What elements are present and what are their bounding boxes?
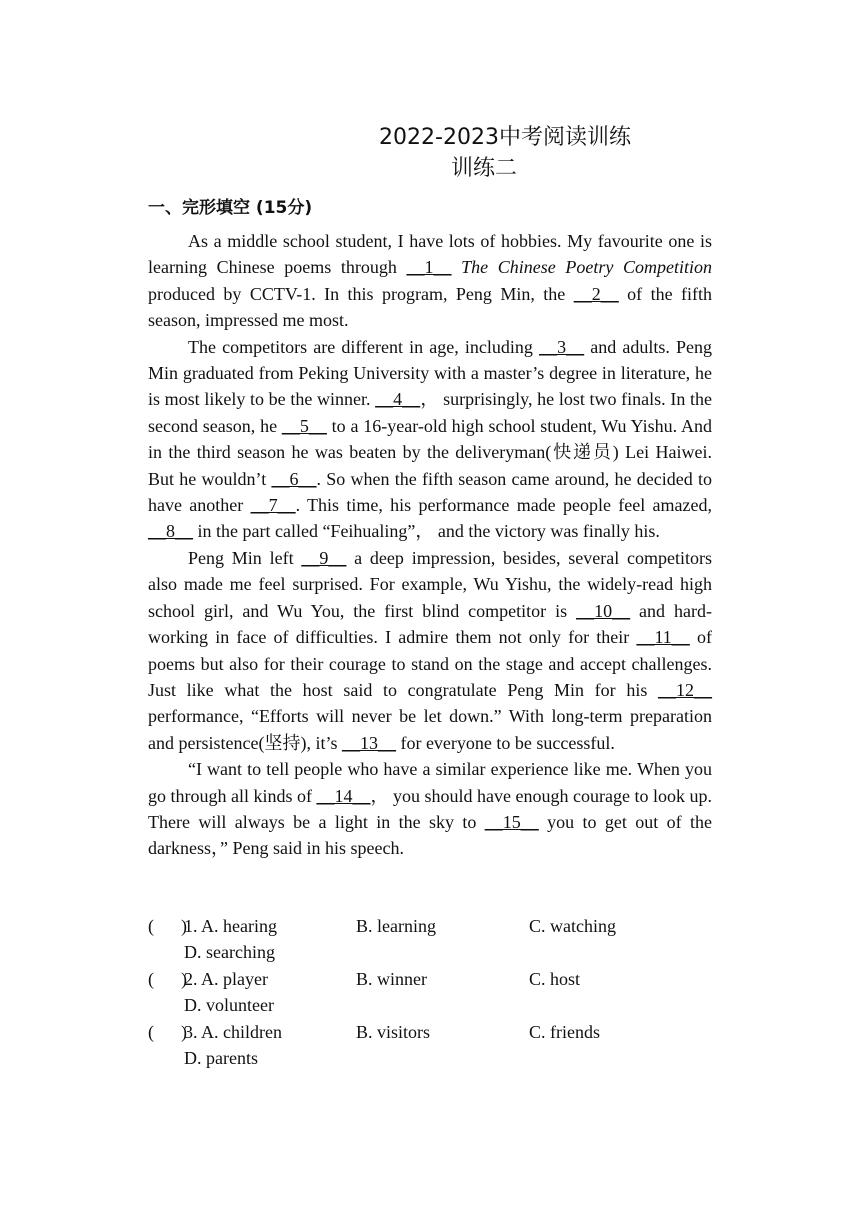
document-subtitle: 训练二 (450, 156, 517, 181)
blank-2: __2__ (573, 283, 619, 304)
blank-4: __4__ (375, 389, 421, 410)
option-d: D. volunteer (184, 995, 274, 1016)
section-heading: 一、完形填空 (15分) (148, 198, 313, 218)
option-b: B. visitors (356, 1021, 431, 1042)
question-row (148, 913, 748, 939)
blank-14: __14__ (316, 785, 371, 806)
option-c: C. watching (529, 916, 616, 936)
blank-5: __5__ (281, 415, 327, 436)
option-d: D. parents (184, 1047, 258, 1068)
blank-11: __11__ (636, 627, 690, 648)
paragraph-4: “I want to tell people who have a similar experience like me. When you go through all kinds of __14__， you should have enough courage to look up. There will always be a light in the sky to __15__ you to get out of the darkness，” Peng said in his speech. (148, 759, 712, 859)
blank-7: __7__ (250, 495, 296, 516)
blank-12: __12__ (658, 679, 712, 700)
blank-3: __3__ (539, 336, 585, 357)
answer-bracket: ( ) (148, 968, 187, 989)
option-d: D. searching (184, 942, 275, 963)
blank-13: __13__ (341, 732, 396, 753)
option-b: B. winner (356, 968, 427, 989)
program-title: The Chinese Poetry Competition (461, 257, 713, 278)
document-title: 2022-2023中考阅读训练 (379, 125, 631, 150)
blank-8: __8__ (148, 521, 193, 542)
cloze-passage (148, 228, 712, 862)
question-row (148, 966, 748, 992)
option-c: C. host (529, 968, 581, 989)
blank-6: __6__ (271, 468, 317, 489)
answer-bracket: ( ) (148, 1021, 187, 1042)
paragraph-2: The competitors are different in age, including __3__ and adults. Peng Min graduated from Peking University with a master’s degree in literature, he is most likely to be the winner. __4__， surprisingly, he lost two finals. In the second season, he __5__ to a 16-year-old high school student, Wu Yishu. And in the third season he was beaten by the deliveryman(快递员) Lei Haiwei. But he wouldn’t __6__. So when the fifth season came around, he decided to have another __7__. This time, his performance made people feel amazed, __8__ in the part called “Feihualing”， and the victory was finally his. (148, 336, 712, 542)
blank-1: __1__ (406, 257, 452, 278)
blank-10: __10__ (576, 600, 631, 621)
blank-9: __9__ (301, 547, 347, 568)
question-row-continued (148, 1045, 748, 1071)
answer-bracket: ( ) (148, 916, 187, 936)
option-c: C. friends (529, 1021, 600, 1042)
option-a: 3. A. children (184, 1021, 282, 1042)
question-row-continued (148, 939, 748, 965)
question-row-continued (148, 992, 748, 1018)
option-a: 1. A. hearing (184, 916, 277, 936)
option-a: 2. A. player (184, 968, 268, 989)
question-row (148, 1019, 748, 1045)
paragraph-1: As a middle school student, I have lots of hobbies. My favourite one is learning Chinese poems through __1__ The Chinese Poetry Competition produced by CCTV-1. In this program, Peng Min, the __2__ of the fifth season, impressed me most. (148, 231, 713, 331)
paragraph-3: Peng Min left __9__ a deep impression, besides, several competitors also made me feel surprised. For example, Wu Yishu, the widely-read high school girl, and Wu You, the first blind competitor is __10__ and hard-working in face of difficulties. I admire them not only for their __11__ of poems but also for their courage to stand on the stage and accept challenges. Just like what the host said to congratulate Peng Min for his __12__ performance, “Efforts will never be let down.” With long-term preparation and persistence(坚持), it’s __13__ for everyone to be successful. (148, 547, 712, 753)
blank-15: __15__ (484, 811, 539, 832)
option-b: B. learning (356, 916, 436, 936)
question-list (148, 913, 748, 1071)
